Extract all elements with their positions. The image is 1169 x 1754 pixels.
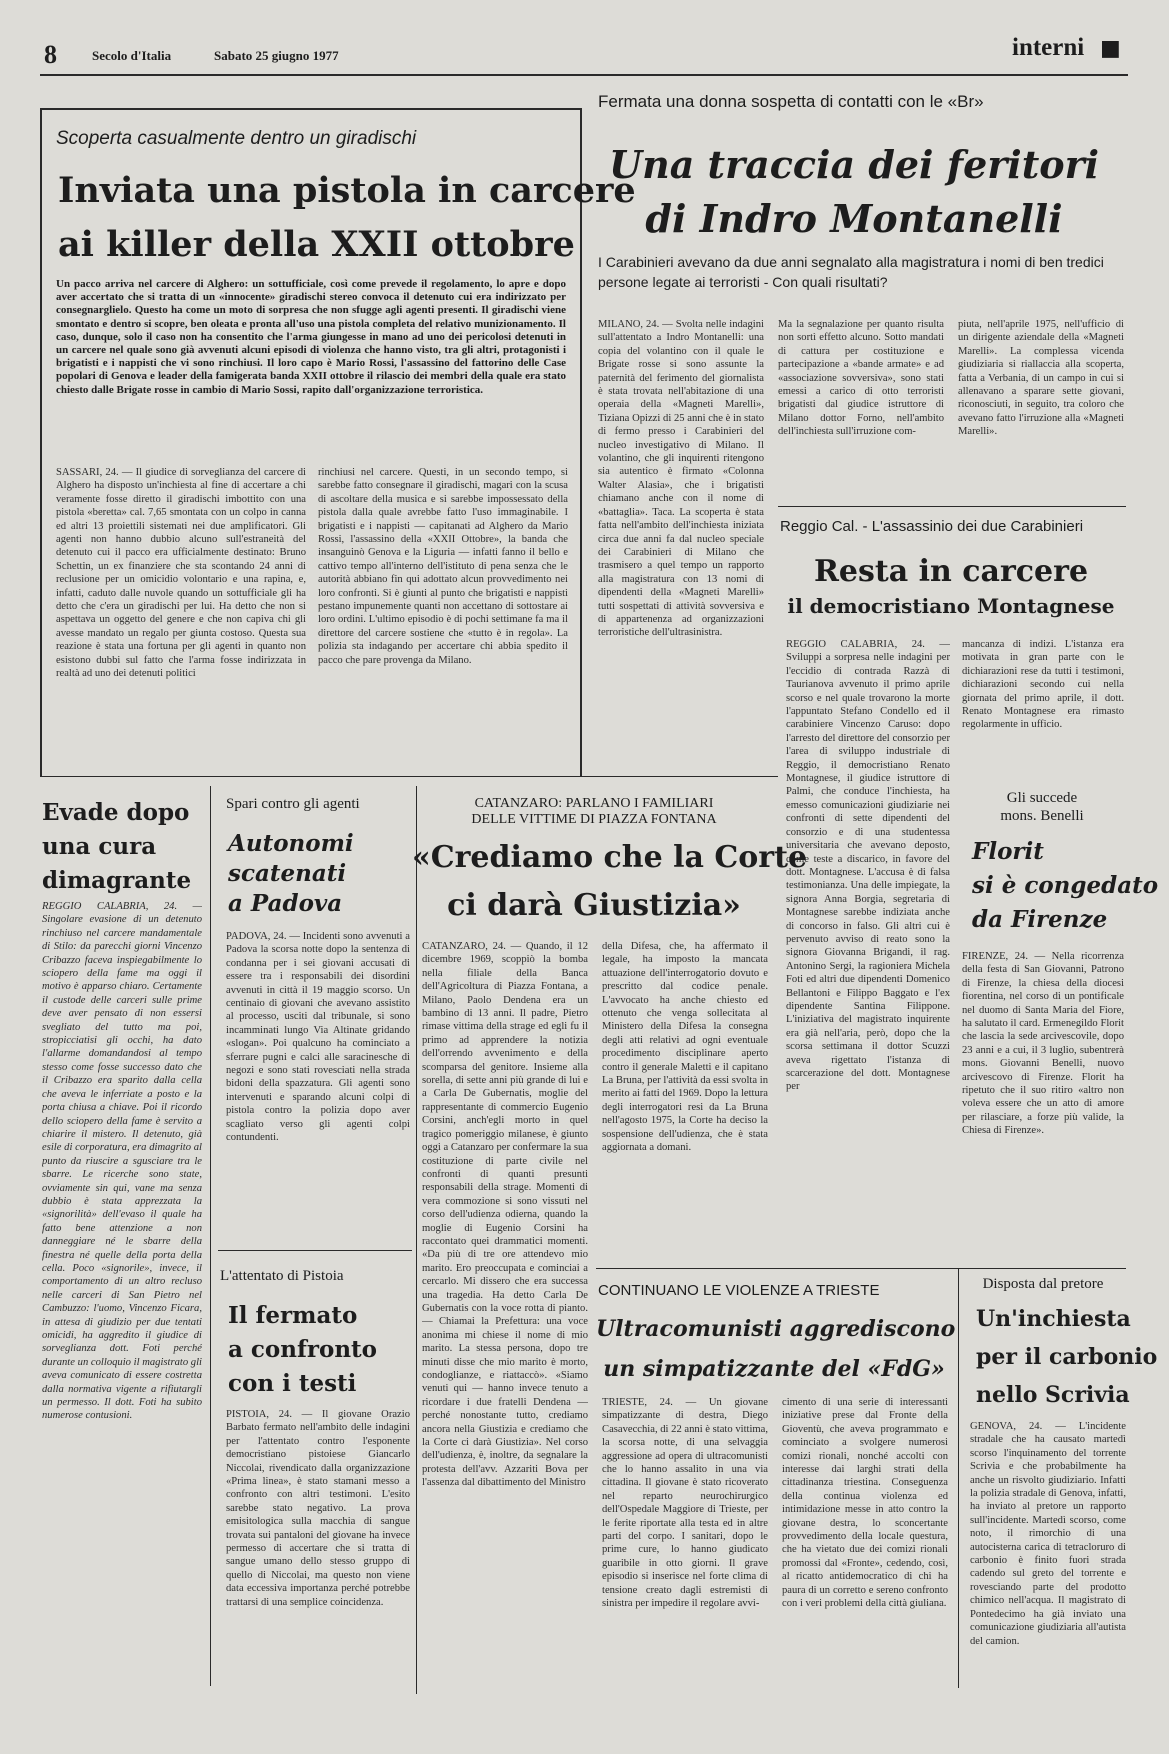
scrivia-body: GENOVA, 24. — L'incidente stradale che ha causato martedì scorso l'inquinamento del torrente Scrivia e che probabilmente ha anche un risvolto giudiziario. Infatti la polizia stradale di Genova, infatti, ha inviato al pretore un rapporto sull'incidente. Martedì scorso, come noto, il rimorchio di una autocisterna carica di tetracloruro di carbonio è finito fuori strada cadendo sul greto del torrente e rovesciando parte del prodotto chimico nell'acqua. Il magistrato di Pontedecimo ha già inviato una comunicazione giudiziaria all'autista del camion.	[970, 1421, 1126, 1647]
montanelli-subhead: I Carabinieri avevano da due anni segnalato alla magistratura i nomi di ben tredici persone legate ai terroristi - Con quali risultati?	[598, 254, 1104, 290]
trieste-title-2: un simpatizzante del «FdG»	[603, 1356, 945, 1382]
montanelli-title-2: di Indro Montanelli	[645, 196, 1063, 241]
header-rule	[40, 74, 1128, 76]
reggio-kicker: Reggio Cal. - L'assassinio dei due Carabinieri	[780, 518, 1084, 535]
pistoia-title-1: Il fermato	[228, 1302, 358, 1329]
pistoia-title-3: con i testi	[228, 1370, 357, 1397]
col-rule-1	[210, 786, 211, 1686]
reggio-col-1: REGGIO CALABRIA, 24. — Sviluppi a sorpresa nelle indagini per l'eccidio di contrada Razzà di Taurianova avvenuto il primo aprile scorso e nel quale trovarono la morte l'appuntato Stefano Condello ed il carabiniere Vincenzo Caruso: dopo l'arresto del direttore del consorzio per l'area di sviluppo industriale di Reggio, il democristiano Renato Montagnese, il giudice istruttore di Palmi, che conduce l'inchiesta, ha emesso comunicazioni giudiziarie nei confronti di sette dipendenti del consorzio e di una studentessa universitaria che avevano deposto, come teste a discarico, in favore del dott. Montagnese. L'accusa è di falsa testimonianza. Una delle impiegate, la signora Anna Borgia, segretaria di Montagnese sarebbe indiziata anche di concorso in falso. Gli altri cui è pervenuto avviso di reato sono la signora Giovanna Brigandi, il rag. Antonino Sergi, la ragioniera Michela Foti ed altri due dipendenti Domenico Bellantoni e Filippo Baggato e l'ex dipendente Santina Filippone. L'iniziativa del magistrato inquirente era già nell'aria, però, dopo che la scorsa settimana il dottor Scuzzi aveva rigettato l'istanza di scarcerazione del dott. Montagnese per	[786, 639, 950, 1093]
padova-kicker: Spari contro gli agenti	[226, 796, 360, 812]
padova-body: PADOVA, 24. — Incidenti sono avvenuti a Padova la scorsa notte dopo la sentenza di condanna per i sei giovani accusati di essere tra i responsabili dei disordini avvenuti in città il 19 maggio scorso. Un centinaio di giovani che avevano assistito al processo, usciti dal tribunale, si sono incamminati lungo Via Altinate gridando «slogan». Poi qualcuno ha cominciato a sferrare pugni e calci alle saracinesche di negozi e sono stati rovesciati nella strada bidoni della spazzatura. Gli agenti sono intervenuti e sparando alcuni colpi di pistola contro la polizia dopo aver scagliato verso gli agenti colpi contundenti.	[226, 931, 410, 1144]
pistola-col-1: SASSARI, 24. — Il giudice di sorveglianza del carcere di Alghero ha disposto un'inchiesta al fine di accertare a chi veramente fosse diretto il giradischi imbottito con una pistola «beretta» cal. 7,65 smontata con un colpo in canna ed altri 13 proiettili sistemati nei due amplificatori. Gli agenti non hanno dubbio alcuno sull'estraneità del detenuto cui il pacco era ufficialmente destinato: Bruno Schettin, un ex finanziere che sta scontando 24 anni di reclusione per un omicidio volontario e una rapina, e, infatti, caduto dalle nuvole quando un sottufficiale gli ha detto che c'era un giradischi per lui. Ha detto che non si aspettava un oggetto del genere e che non capiva chi gli avesse mandato un regalo per giunta costoso. Questa sua reazione è stata una fortuna per gli agenti in quanto non esistono dubbi sul fatto che l'arma fosse indirizzata in realtà ad uno dei detenuti politici	[56, 467, 306, 680]
trieste-title-1: Ultracomunisti aggrediscono	[596, 1316, 956, 1342]
pistola-title-1: Inviata una pistola in carcere	[58, 170, 636, 211]
scrivia-title-3: nello Scrivia	[976, 1382, 1130, 1408]
reggio-col-2: mancanza di indizi. L'istanza era motivata in gran parte con le dichiarazioni rese da tutti i testimoni, dichiarazioni secondo cui nella giornata del primo aprile, il dott. Renato Montagnese era rimasto regolarmente in ufficio.	[962, 639, 1124, 731]
section-marker: ■	[1100, 36, 1121, 61]
montanelli-col-1: MILANO, 24. — Svolta nelle indagini sull'attentato a Indro Montanelli: una copia del volantino con il quale le Brigate rosse si sono assunte la paternità del ferimento del giornalista è stata trovata nell'abitazione di una operaia della «Magneti Marelli», Tiziana Opizzi di 25 anni che è in stato di fermo presso i Carabinieri del nucleo investigativo di Milano. Il volantino, che gli inquirenti ritengono sia autentico è firmato «Colonna Walter Alasia», che i brigatisti chiamano anche con il nome di «battaglia». Taca. La scoperta è stata fatta nell'ambito dell'inchiesta iniziata circa due anni fa dal nucleo speciale dei Carabinieri di Milano che trasmisero a quel tempo un rapporto alla magistratura con 13 nomi di dipendenti della «Magneti Marelli» tutti sospettati di attività sovversiva e di appartenenza ad organizzazioni terroristiche dell'ultrasinistra.	[598, 319, 764, 639]
mid-rule	[40, 776, 778, 777]
evade-title: Evade dopo una cura dimagrante	[42, 799, 192, 894]
scrivia-title-1: Un'inchiesta	[976, 1306, 1131, 1332]
pistola-title-2: ai killer della XXII ottobre	[58, 224, 575, 265]
florit-kicker-2: mons. Benelli	[1000, 808, 1084, 824]
florit-title-2: si è congedato	[972, 872, 1159, 899]
pistoia-top-rule	[218, 1250, 412, 1251]
padova-title-2: scatenati	[228, 860, 347, 887]
reggio-title-2: il democristiano Montagnese	[787, 594, 1115, 618]
florit-title-3: da Firenze	[972, 906, 1108, 933]
issue-date: Sabato 25 giugno 1977	[214, 48, 339, 63]
padova-title-1: Autonomi	[228, 830, 354, 857]
padova-title-3: a Padova	[228, 890, 343, 917]
section-name: interni	[1012, 34, 1085, 61]
florit-kicker-1: Gli succede	[1006, 790, 1078, 806]
montanelli-title-1: Una traccia dei feritori	[608, 142, 1100, 187]
trieste-top-rule	[596, 1268, 1126, 1269]
box-top-rule	[40, 108, 580, 110]
trieste-col-2: cimento di una serie di interessanti iniziative prese dal Fronte della Gioventù, che aveva programmato e cominciato a svolgere numerosi comizi rionali, nonché accolti con interesse dai larghi strati della cittadinanza triestina. Conseguenza della continua violenza ed intimidazione messe in atto contro la giovane destra, lo sconcertante provvedimento della locale questura, che ha vietato due dei comizi rionali promossi dal «Fronte», cedendo, così, al ricatto antidemocratico di chi ha paura di un corretto e sereno confronto con i veri problemi della città giuliana.	[782, 1397, 948, 1610]
page-number: 8	[44, 40, 57, 69]
fontana-title-2: ci darà Giustizia»	[447, 888, 741, 923]
fontana-col-2: della Difesa, che, ha affermato il legale, ha imposto la mancata attuazione dell'interrogatorio dovuto e prescritto dal codice penale. L'avvocato ha anche chiesto ed ottenuto che venga sollecitata al Ministero della Difesa la consegna degli atti relativi ad ogni eventuale procedimento disciplinare aperto contro il generale Maletti e il capitano La Bruna, per l'attività da essi svolta in merito ai fatti del 1969. Dopo la lettura degli interrogatori resi da La Bruna nell'agosto 1975, la Corte ha deciso la sospensione dell'udienza, che è stata aggiornata a domani.	[602, 941, 768, 1154]
pistola-lead: Un pacco arriva nel carcere di Alghero: un sottufficiale, così come prevede il regolamento, lo apre e dopo aver accertato che si tratta di un «innocente» giradischi stereo convoca il detenuto cui era indirizzato per consegnarglielo. Questo ha come un moto di sorpresa che non sfugge agli agenti presenti. Il giradischi viene smontato e dentro si scopre, ben oleata e pronta all'uso una pistola completa del relativo munizionamento. Il caso, dunque, solo il caso non ha consentito che l'arma giungesse in mano ad uno dei pericolosi detenuti in un carcere nel quale sono già avvenuti alcuni episodi di violenza che hanno visto, tra gli altri, protagonisti i brigatisti e i nappisti che vi sono rinchiusi. Il loro capo è Mario Rossi, l'assassino del fattorino delle Case popolari di Genova e leader della famigerata banda XXII ottobre il rilascio dei membri della quale era stato chiesto dalle Brigate rosse in cambio di Mario Sossi, rapito dall'organizzazione terroristica.	[56, 278, 566, 396]
montanelli-col-3: piuta, nell'aprile 1975, nell'ufficio di un dirigente aziendale della «Magneti Marelli». La complessa vicenda giudiziaria si riallaccia alla scoperta, fatta a Verbania, di un campo in cui si allenavano a sparare sette giovani, riconosciuti, in seguito, tra coloro che avevano fatto l'irruzione alla «Magneti Marelli».	[958, 319, 1124, 438]
evade-body: REGGIO CALABRIA, 24. — Singolare evasione di un detenuto rinchiuso nel carcere mandamentale di Stilo: da parecchi giorni Vincenzo Cribazzo faceva inspiegabilmente lo sciopero della fame ma oggi il motivo è apparso chiaro. Certamente il custode delle carceri sulle prime deve aver pensato di non essersi svegliato del tutto ma poi, stropicciatisi gli occhi, ha dato l'allarme domandandosi al tempo stesso come fosse successo dato che il Cribazzo era sparito dalla cella che aveva le inferriate a posto e la porta chiusa a chiave. Poi il ricordo dello sciopero della fame è servito a chiarire il mistero. Il detenuto, già esile di corporatura, era dimagrito al punto da riuscire a sgusciare tra le sbarre. Le ricerche sono state, ovviamente sin qui, vane ma senza dubbio è stata apprezzata la «signorilità» dell'evaso il quale ha fatto bene attenzione a non danneggiare né le sbarre della finestra né quelle della porta della cella. Poco «signorile», invece, il comportamento di un altro recluso nelle carceri di San Pietro nel Cambuzzo: l'uomo, Vincenzo Ficara, in attesa di giudizio per due tentati omicidi, ha aggredito il giudice di sorveglianza dott. Foti perché durante un colloquio il magistrato gli aveva comunicato di essere costretta dalla normativa vigente a rifiutargli un permesso. Il dott. Foti ha subito numerose contusioni.	[42, 901, 202, 1422]
fontana-col-1: CATANZARO, 24. — Quando, il 12 dicembre 1969, scoppiò la bomba nella filiale della Banca dell'Agricoltura di Piazza Fontana, a Milano, Paolo Dendena era un bambino di 13 anni. Il padre, Pietro rimase vittima della strage ed egli fu il primo ad apprendere la notizia dell'orrendo avvenimento e della scomparsa del genitore. Insieme alla sorella, di sette anni più grande di lui e a Carla De Gubernatis, moglie del rappresentante di commercio Eugenio Corsini, anch'egli morto in quel tragico pomeriggio milanese, è giunto oggi a Catanzaro per confermare la sua costituzione di parte civile nel confronti di quanti presunti responsabili della strage. Momenti di vera commozione si sono vissuti nel corso dell'udienza odierna, quando la moglie di Eugenio Corsini ha raccontato quei drammatici momenti. «Da più di tre ore attendevo mio marito. Ero preoccupata e cominciai a cercarlo. Mi dissero che era successa una tragedia. Ha detto Carla De Gubernatis con la voce rotta di pianto. — Chiamai la Prefettura: una voce anonima mi chiese il nome di mio marito. La stessa persona, dopo tre minuti disse che mio marito è morto, condoglianze, e riattaccò». «Siamo venuti qui — hanno invece tenuto a ricordare i due fratelli Dendena — perché nonostante tutto, crediamo ancora nella Giustizia e crediamo che la Corte ci darà Giustizia». Nel corso dell'udienza, è, inoltre, da segnalare la protesta dell'avv. Azzariti Bova per l'assenza dal dibattimento del Ministro	[422, 941, 588, 1489]
scrivia-left-rule	[958, 1268, 959, 1688]
scrivia-kicker: Disposta dal pretore	[982, 1276, 1104, 1292]
reggio-title-1: Resta in carcere	[813, 554, 1089, 589]
montanelli-col-2: Ma la segnalazione per quanto risulta non sortì effetto alcuno. Sotto mandati di cattura per costituzione e partecipazione a «bande armate» e ad «associazione sovversiva», sono stati emessi a carico di otto terroristi brigatisti dal giudice istruttore di Milano dottor Forno, nell'ambito dell'inchiesta sull'irruzione com-	[778, 319, 944, 438]
montanelli-kicker: Fermata una donna sospetta di contatti con le «Br»	[598, 92, 984, 111]
pistoia-body: PISTOIA, 24. — Il giovane Orazio Barbato fermato nell'ambito delle indagini per l'attentato contro l'esponente democristiano pistoiese Giancarlo Niccolai, rivendicato dalla organizzazione «Prima linea», è stato stamani messo a confronto con altri testimoni. L'esito sarebbe stato negativo. La prova emisitologica sulla macchia di sangue trovata sui pantaloni del giovane ha invece permesso di accertare che si tratta di sangue umano dello stesso gruppo di quello di Niccolai, ma questo non viene data eccessiva importanza perché potrebbe trattarsi di una semplice coincidenza.	[226, 1409, 410, 1608]
reggio-top-rule	[778, 506, 1126, 507]
florit-body: FIRENZE, 24. — Nella ricorrenza della festa di San Giovanni, Patrono di Firenze, la chiesa della diocesi fiorentina, nel corso di un pontificale nel duomo di Santa Maria del Fiore, ha salutato il card. Ermenegildo Florit che lascia la sede arcivescovile, dopo 23 anni e a cui, il 3 luglio, subentrerà mons. Giovanni Benelli, nuovo arcivescovo di Firenze. Florit ha ripetuto che il suo ritiro «altro non voleva essere che un atto di amore per rilasciare, a forze più valide, la Chiesa di Firenze».	[962, 951, 1124, 1137]
pistola-kicker: Scoperta casualmente dentro un giradischi	[56, 128, 417, 149]
pistola-col-2: rinchiusi nel carcere. Questi, in un secondo tempo, si sarebbe fatto consegnare il giradischi, magari con la scusa di ascoltare della musica e si sarebbe impossessato della pistola dalla quale avrebbe fatto l'uso immaginabile. I brigatisti e i nappisti — capitanati ad Alghero da Mario Rossi, l'assassino della «XXII Ottobre», la banda che insanguinò Genova e la Liguria — infatti fanno il bello e cattivo tempo all'interno dell'istituto di pena senza che le autorità abbiano fin qui adottato alcun provvedimento nei loro confronti. Si è giunti al punto che brigatisti e nappisti pestano impunemente quanti non accettano di sottostare ai loro ordini. L'ultimo episodio è di pochi settimane fa ma il direttore del carcere sostiene che «tutto è in regola». La polizia sta indagando per accertare chi abbia spedito il pacco che pare provenga da Milano.	[318, 467, 568, 666]
florit-title-1: Florit	[972, 838, 1044, 865]
fontana-kicker-1: CATANZARO: PARLANO I FAMILIARI	[474, 796, 714, 811]
pistoia-title-2: a confronto	[228, 1336, 378, 1363]
box-left-rule	[40, 108, 42, 776]
trieste-col-1: TRIESTE, 24. — Un giovane simpatizzante di destra, Diego Casavecchia, di 22 anni è stato vittima, la scorsa notte, di una selvaggia aggressione ad opera di ultracomunisti che lo hanno assalito in una via cittadina. Il giovane è stato ricoverato nel reparto neurochirurgico dell'Ospedale Maggiore di Trieste, per le ferite riportate alla testa ed in altre parti del corpo. I sanitari, dopo le prime cure, lo hanno giudicato guaribile in otto giorni. Il grave episodio si inserisce nel forte clima di tensione creato dagli estremisti di sinistra per impedire il regolare avvi-	[602, 1397, 768, 1610]
trieste-kicker: CONTINUANO LE VIOLENZE A TRIESTE	[598, 1282, 880, 1299]
fontana-title-1: «Crediamo che la Corte	[412, 840, 808, 875]
newspaper-name: Secolo d'Italia	[92, 48, 172, 63]
scrivia-title-2: per il carbonio	[976, 1344, 1158, 1370]
pistoia-kicker: L'attentato di Pistoia	[220, 1268, 344, 1284]
col-rule-2	[416, 786, 417, 1694]
fontana-kicker-2: DELLE VITTIME DI PIAZZA FONTANA	[471, 812, 717, 827]
